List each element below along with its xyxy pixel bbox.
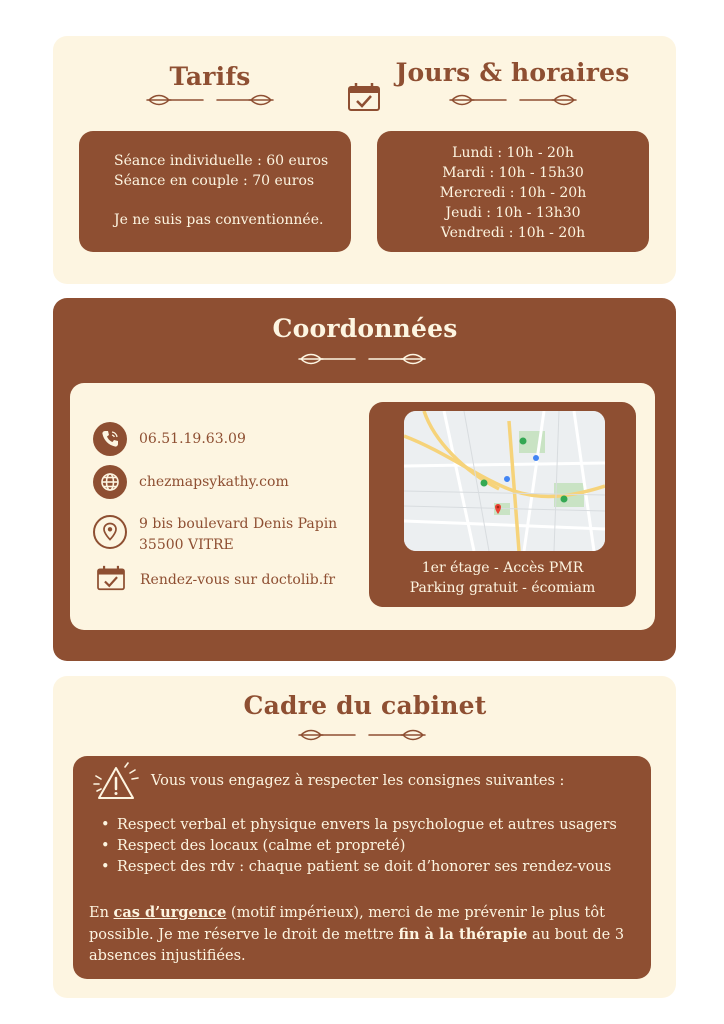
rule-item: • Respect verbal et physique envers la psychologue et autres usagers	[99, 815, 644, 836]
phone-icon	[93, 422, 127, 456]
calendar-check-icon	[347, 82, 381, 116]
cadre-title: Cadre du cabinet	[243, 691, 487, 720]
urgence-paragraph	[89, 902, 634, 967]
address-row	[93, 514, 337, 556]
warning-icon	[92, 762, 140, 806]
horaire-mercredi: Mercredi : 10h - 20h	[439, 185, 587, 201]
access-info	[369, 558, 636, 598]
access-line1: 1er étage - Accès PMR	[421, 560, 584, 576]
location-pin-icon	[93, 515, 127, 549]
cadre-intro: Vous vous engagez à respecter les consignes suivantes :	[151, 773, 565, 789]
horaire-vendredi: Vendredi : 10h - 20h	[440, 225, 586, 241]
horaires-title: Jours & horaires	[395, 58, 630, 87]
phone-number: 06.51.19.63.09	[139, 430, 246, 447]
horaire-jeudi: Jeudi : 10h - 13h30	[445, 205, 581, 221]
rules-list	[99, 815, 644, 878]
flourish-divider-icon	[297, 349, 427, 369]
horaire-lundi: Lundi : 10h - 20h	[452, 145, 574, 161]
tarif-note: Je ne suis pas conventionnée.	[114, 212, 324, 228]
website-link[interactable]: chezmapsykathy.com	[139, 473, 289, 490]
tarifs-box	[79, 131, 351, 252]
cas-urgence-emphasis: cas d’urgence	[113, 904, 227, 921]
calendar-check-icon	[96, 565, 126, 595]
flourish-divider-icon	[145, 90, 275, 110]
horaires-box	[377, 131, 649, 252]
para-text: En	[89, 905, 114, 921]
para-text: (motif impérieux), merci de me prévenir le plus tôt possible. Je me réserve le droit de mettre	[89, 905, 605, 943]
flourish-divider-icon	[297, 725, 427, 745]
phone-row[interactable]	[93, 422, 246, 456]
fin-therapie-emphasis: fin à la thérapie	[398, 926, 528, 943]
coordonnees-title: Coordonnées	[272, 314, 458, 343]
para-text: au bout de 3 absences injustifiées.	[89, 927, 625, 964]
booking-row[interactable]	[96, 565, 335, 595]
website-row[interactable]	[93, 465, 289, 499]
rule-item: • Respect des locaux (calme et propreté)	[99, 836, 644, 857]
address-line2: 35500 VITRE	[139, 537, 234, 553]
booking-link[interactable]: Rendez-vous sur doctolib.fr	[140, 571, 336, 588]
horaire-mardi: Mardi : 10h - 15h30	[442, 165, 584, 181]
flourish-divider-icon	[448, 90, 578, 110]
address-line1: 9 bis boulevard Denis Papin	[139, 516, 338, 532]
access-line2: Parking gratuit - écomiam	[409, 580, 596, 596]
tarifs-title: Tarifs	[169, 62, 251, 91]
map-image[interactable]	[404, 411, 605, 551]
tarif-couple: Séance en couple : 70 euros	[114, 173, 315, 189]
tarif-individuel: Séance individuelle : 60 euros	[114, 153, 329, 169]
globe-icon	[93, 465, 127, 499]
rule-item: • Respect des rdv : chaque patient se doit d’honorer ses rendez-vous	[99, 857, 644, 878]
